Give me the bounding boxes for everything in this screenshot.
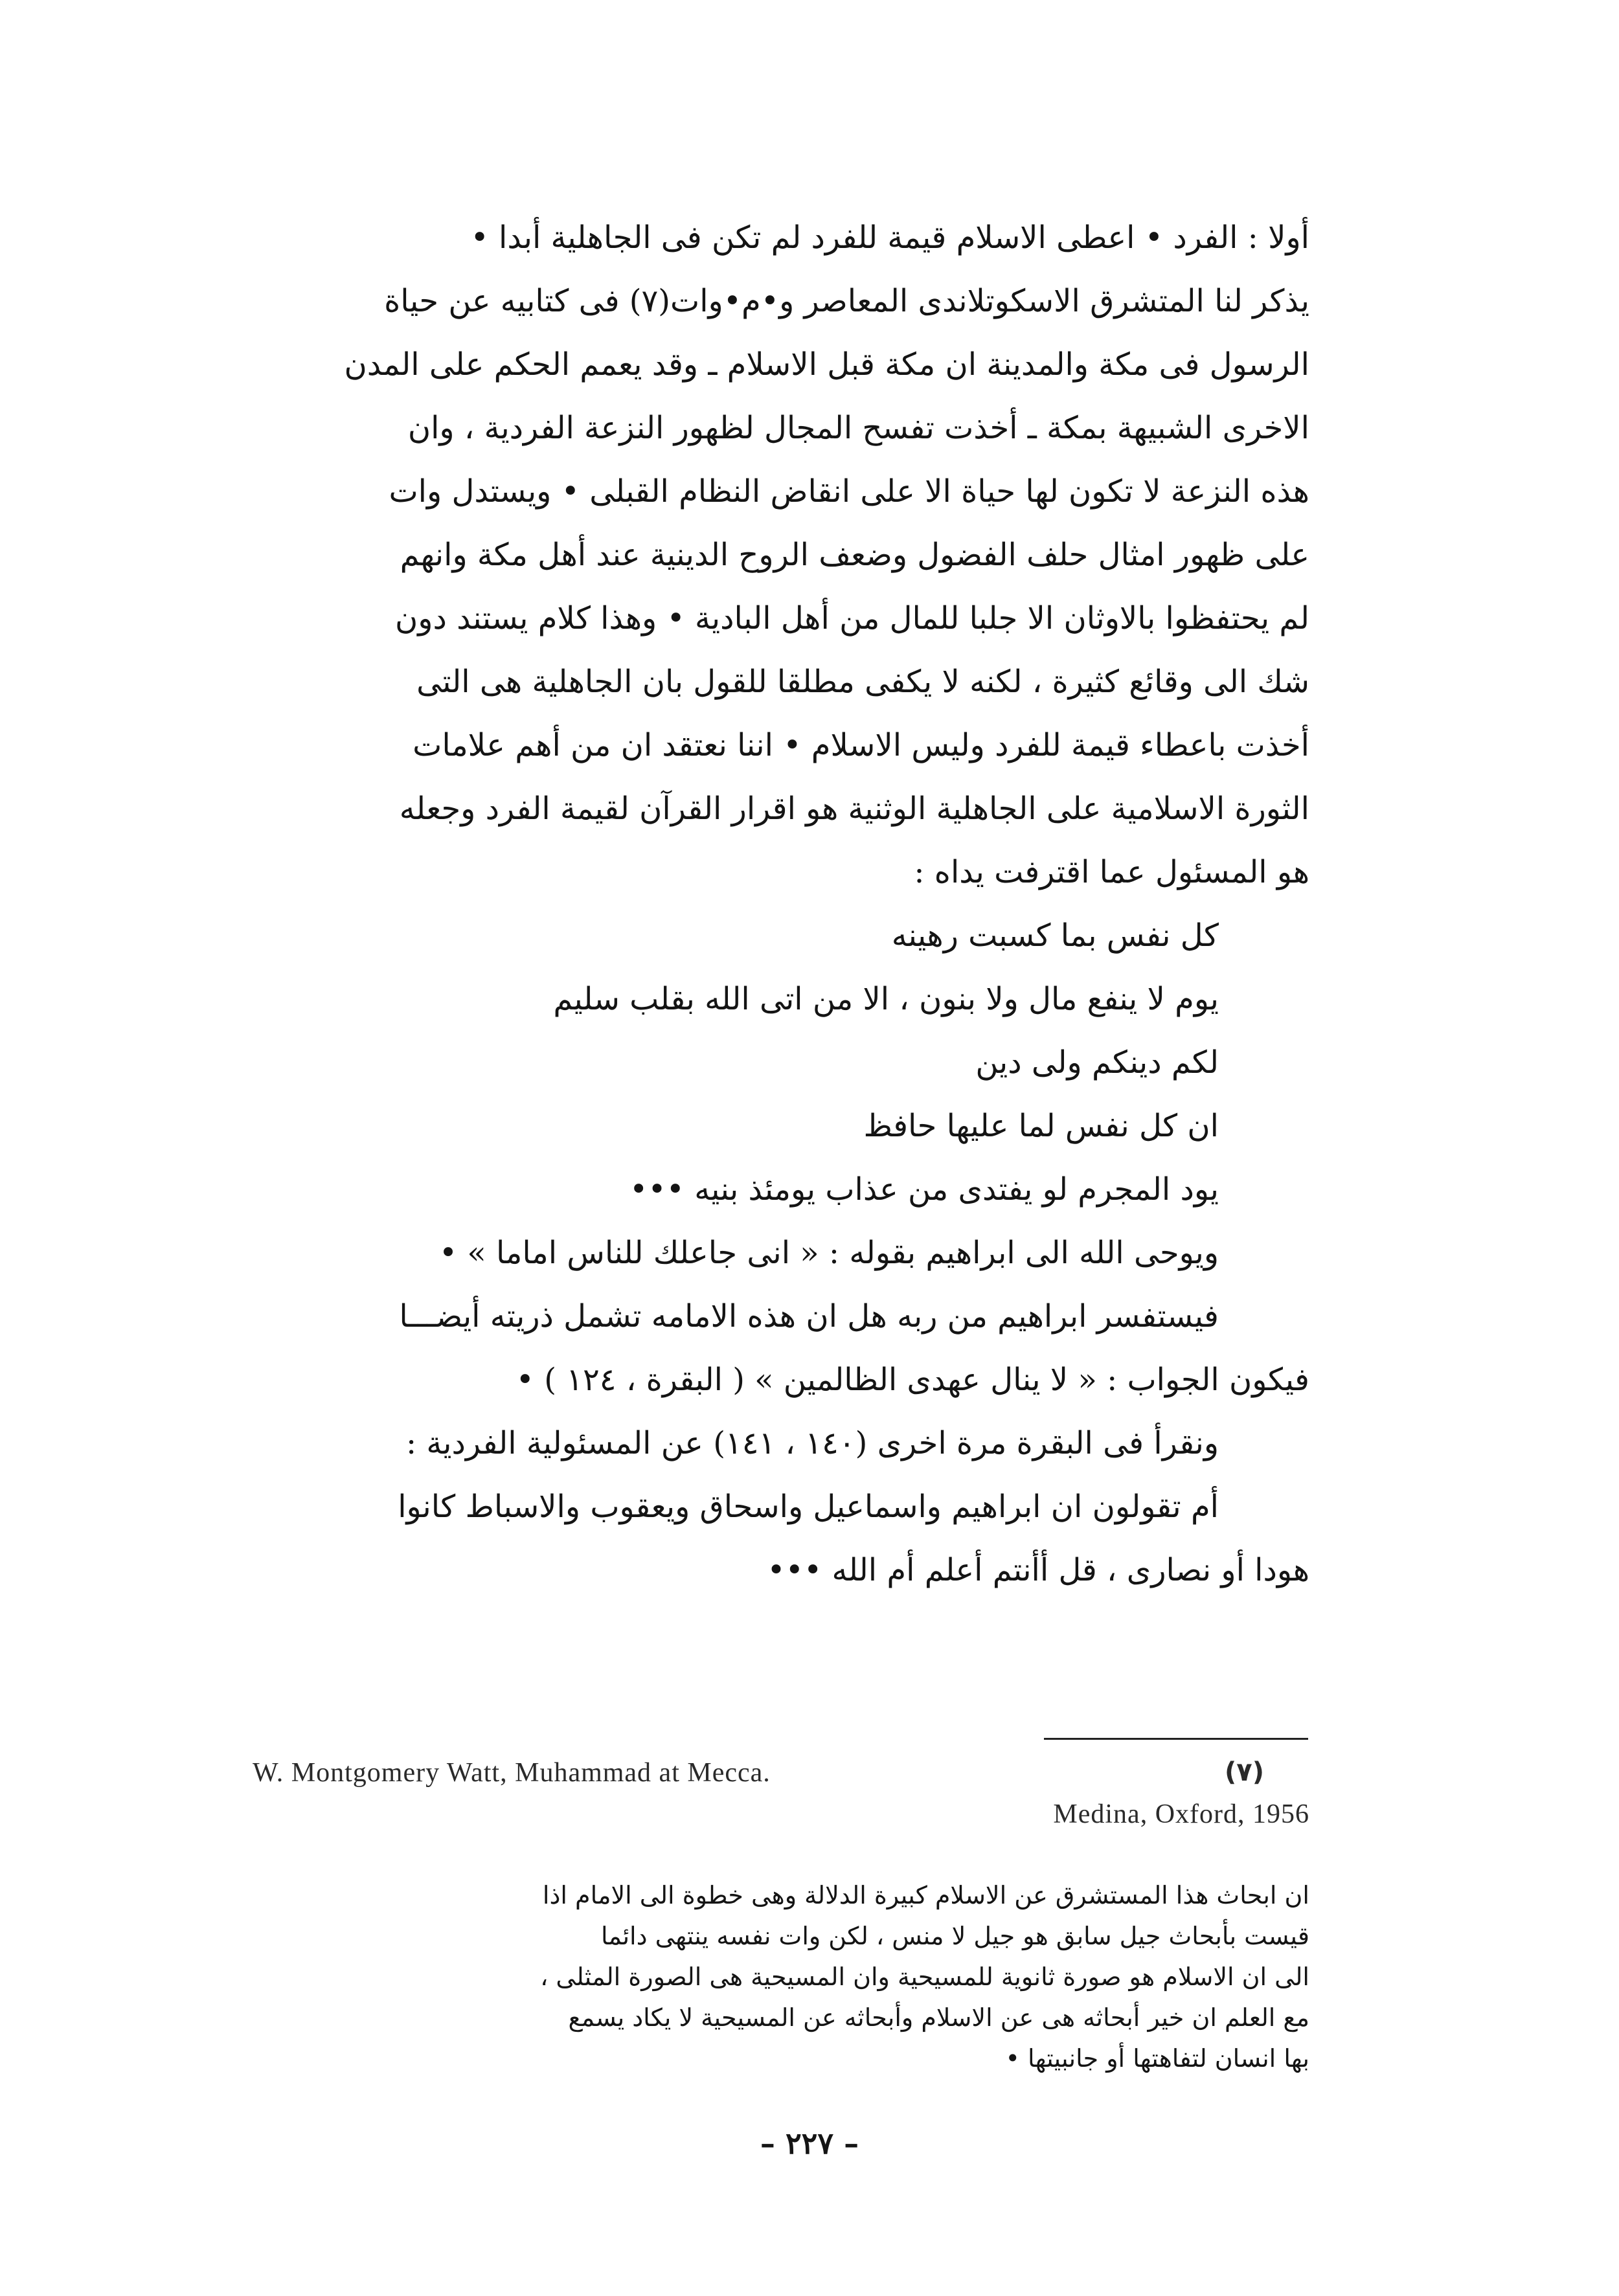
body-line: على ظهور امثال حلف الفضول وضعف الروح الدينية عند أهل مكة وانهم [400,537,1309,573]
footnote-line: بها انسان لتفاهتها أو جانبيتها • [1005,2044,1309,2073]
page-number: – ٢٢٧ – [760,2126,859,2161]
quran-verse-line: ان كل نفس لما عليها حافظ [863,1108,1219,1144]
body-line: الثورة الاسلامية على الجاهلية الوثنية هو اقرار القرآن لقيمة الفرد وجعله [399,791,1309,827]
footnote-marker: (٧) [1225,1757,1264,1787]
footnote-line: الى ان الاسلام هو صورة ثانوية للمسيحية وان المسيحية هى الصورة المثلى ، [540,1963,1309,1991]
footnote-divider [1044,1738,1308,1740]
footnote-line: ان ابحاث هذا المستشرق عن الاسلام كبيرة الدلالة وهى خطوة الى الامام اذا [542,1881,1309,1909]
main-body-text [241,206,1309,1602]
body-line: الرسول فى مكة والمدينة ان مكة قبل الاسلام ـ وقد يعمم الحكم على المدن [344,346,1309,383]
quran-verse-line: يوم لا ينفع مال ولا بنون ، الا من اتى الله بقلب سليم [553,981,1219,1017]
indented-line: أم تقولون ان ابراهيم واسماعيل واسحاق ويعقوب والاسباط كانوا [398,1489,1219,1525]
footnote-text [241,1875,1309,2079]
body-line: أخذت باعطاء قيمة للفرد وليس الاسلام • اننا نعتقد ان من أهم علامات [413,727,1309,763]
quran-verse-line: لكم دينكم ولى دين [975,1044,1219,1081]
quran-verse-line: ويوحى الله الى ابراهيم بقوله : « انى جاعلك للناس اماما » • [438,1235,1219,1271]
body-line: يذكر لنا المتشرق الاسكوتلاندى المعاصر و•م•وات(٧) فى كتابيه عن حياة [384,283,1309,319]
body-line: أولا : الفرد • اعطى الاسلام قيمة للفرد لم تكن فى الجاهلية أبدا • [470,219,1309,256]
body-line: الاخرى الشبيهة بمكة ـ أخذت تفسح المجال لظهور النزعة الفردية ، وان [407,410,1309,446]
body-line: شك الى وقائع كثيرة ، لكنه لا يكفى مطلقا للقول بان الجاهلية هى التى [416,664,1309,700]
footnote-line: مع العلم ان خير أبحاثه هى عن الاسلام وأبحاثه عن المسيحية لا يكاد يسمع [568,2003,1309,2032]
footnote-line: قيست بأبحاث جيل سابق هو جيل لا منس ، لكن وات نفسه ينتهى دائما [600,1922,1309,1950]
footnote-citation [241,1757,1309,1854]
body-line: هذه النزعة لا تكون لها حياة الا على انقاض النظام القبلى • ويستدل وات [389,473,1309,510]
quran-verse-line: يود المجرم لو يفتدى من عذاب يومئذ بنيه ••• [629,1171,1219,1208]
continuation-line: فيكون الجواب : « لا ينال عهدى الظالمين » ( البقرة ، ١٢٤ ) • [515,1362,1309,1398]
citation-line-2: Medina, Oxford, 1956 [1053,1799,1309,1829]
body-line: لم يحتفظوا بالاوثان الا جلبا للمال من أهل البادية • وهذا كلام يستند دون [395,600,1309,636]
quran-verse-line: فيستفسر ابراهيم من ربه هل ان هذه الامامه تشمل ذريته أيضـــا [399,1298,1219,1334]
final-line: هودا أو نصارى ، قل أأنتم أعلم أم الله ••• [767,1552,1309,1588]
body-line: هو المسئول عما اقترفت يداه : [914,854,1309,890]
indented-line: ونقرأ فى البقرة مرة اخرى (١٤٠ ، ١٤١) عن المسئولية الفردية : [405,1425,1219,1461]
citation-line-1: W. Montgomery Watt, Muhammad at Mecca. [253,1758,771,1788]
quran-verse-line: كل نفس بما كسبت رهينه [891,917,1219,954]
